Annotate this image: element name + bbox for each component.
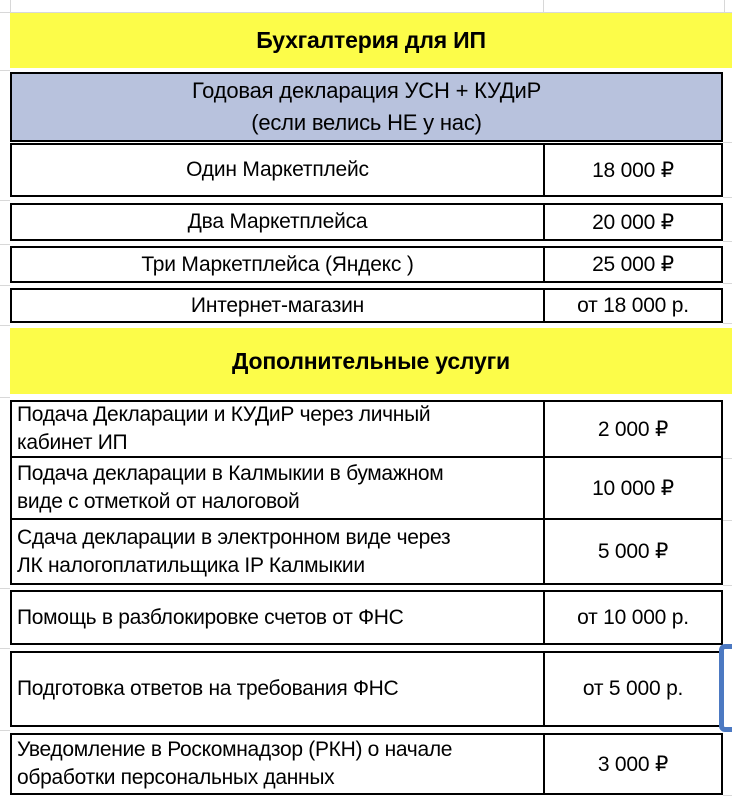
price-cell[interactable]: 25 000 ₽: [543, 248, 721, 281]
service-name-cell[interactable]: Один Маркетплейс: [186, 158, 369, 181]
table-row-marketplace-2: [10, 203, 723, 241]
gridline-segment: [723, 323, 732, 324]
service-name-line: Подача Декларации и КУДиР через личный: [17, 403, 431, 426]
service-name-cell[interactable]: [12, 735, 543, 793]
service-name-cell[interactable]: [12, 592, 543, 643]
gridline-segment: [723, 520, 732, 521]
gridline-segment: [10, 0, 11, 13]
table-row-paper-filing-kalmykia: [10, 456, 723, 520]
table-row-account-unblocking: [10, 590, 723, 645]
gridline-segment: [723, 795, 732, 796]
price-cell[interactable]: 2 000 ₽: [543, 402, 721, 456]
gridline-segment: [723, 197, 732, 198]
gridline-segment: [723, 142, 732, 143]
table-row-declaration-filing: [10, 400, 723, 458]
table-row-electronic-filing: [10, 518, 723, 585]
table-row-online-store: [10, 288, 723, 323]
service-name-line: ЛК налогоплатильщика IP Калмыкии: [17, 553, 365, 577]
service-name-cell[interactable]: Три Маркетплейса (Яндекс ): [141, 252, 414, 276]
section-banner-accounting[interactable]: [10, 13, 732, 68]
gridline-segment: [0, 244, 10, 245]
gridline-segment: [0, 397, 10, 398]
table-row-marketplace-1: [10, 143, 723, 197]
gridline-segment: [724, 0, 725, 13]
gridline-segment: [723, 458, 732, 459]
price-cell[interactable]: 10 000 ₽: [543, 458, 721, 518]
gridline-segment: [0, 730, 10, 731]
service-name-cell[interactable]: [12, 520, 543, 583]
cell-selection-outline[interactable]: [719, 644, 732, 732]
price-cell[interactable]: 18 000 ₽: [543, 145, 721, 195]
service-name-cell[interactable]: [12, 402, 543, 456]
price-cell[interactable]: от 10 000 р.: [543, 592, 721, 643]
service-name-line: Помощь в разблокировке счетов от ФНС: [17, 605, 404, 629]
service-name-line: обработки персональных данных: [17, 766, 335, 789]
gridline-segment: [723, 283, 732, 284]
service-name-line: Уведомление в Роскомнадзор (РКН) о начале: [17, 738, 453, 761]
gridline-segment: [543, 0, 544, 13]
price-cell[interactable]: от 18 000 р.: [543, 290, 721, 321]
service-name-cell[interactable]: Интернет-магазин: [190, 293, 365, 317]
gridline-segment: [0, 285, 10, 286]
section-title: Бухгалтерия для ИП: [256, 27, 486, 53]
service-name-line: Сдача декларации в электронном виде через: [17, 525, 451, 549]
table-row-rkn-notification: [10, 733, 723, 795]
usn-declaration-header-cell[interactable]: [10, 72, 723, 142]
service-name-line: виде с отметкой от налоговой: [17, 490, 300, 513]
table-row-marketplace-3: [10, 246, 723, 283]
service-name-line: Подготовка ответов на требования ФНС: [17, 677, 399, 700]
gridline-segment: [0, 325, 10, 326]
gridline-segment: [0, 588, 10, 589]
gridline-segment: [0, 70, 10, 71]
section-title: Дополнительные услуги: [232, 347, 510, 374]
price-cell[interactable]: 20 000 ₽: [543, 205, 721, 239]
section-banner-additional-services[interactable]: [10, 328, 732, 394]
service-name-line: кабинет ИП: [17, 431, 128, 454]
usn-header-line-1: Годовая декларация УСН + КУДиР: [191, 78, 542, 103]
gridline-segment: [723, 585, 732, 586]
usn-header-line-2: (если велись НЕ у нас): [251, 110, 482, 135]
table-row-fns-responses: [10, 651, 723, 727]
price-cell[interactable]: 5 000 ₽: [543, 520, 721, 583]
gridline-segment: [723, 241, 732, 242]
gridline-segment: [0, 648, 10, 649]
service-name-cell[interactable]: [12, 653, 543, 725]
service-name-cell[interactable]: [12, 458, 543, 518]
gridline-segment: [0, 200, 10, 201]
service-name-cell[interactable]: Два Маркетплейса: [187, 210, 368, 233]
price-cell[interactable]: 3 000 ₽: [543, 735, 721, 793]
price-cell[interactable]: от 5 000 р.: [543, 653, 721, 725]
service-name-line: Подача декларации в Калмыкии в бумажном: [17, 462, 444, 485]
